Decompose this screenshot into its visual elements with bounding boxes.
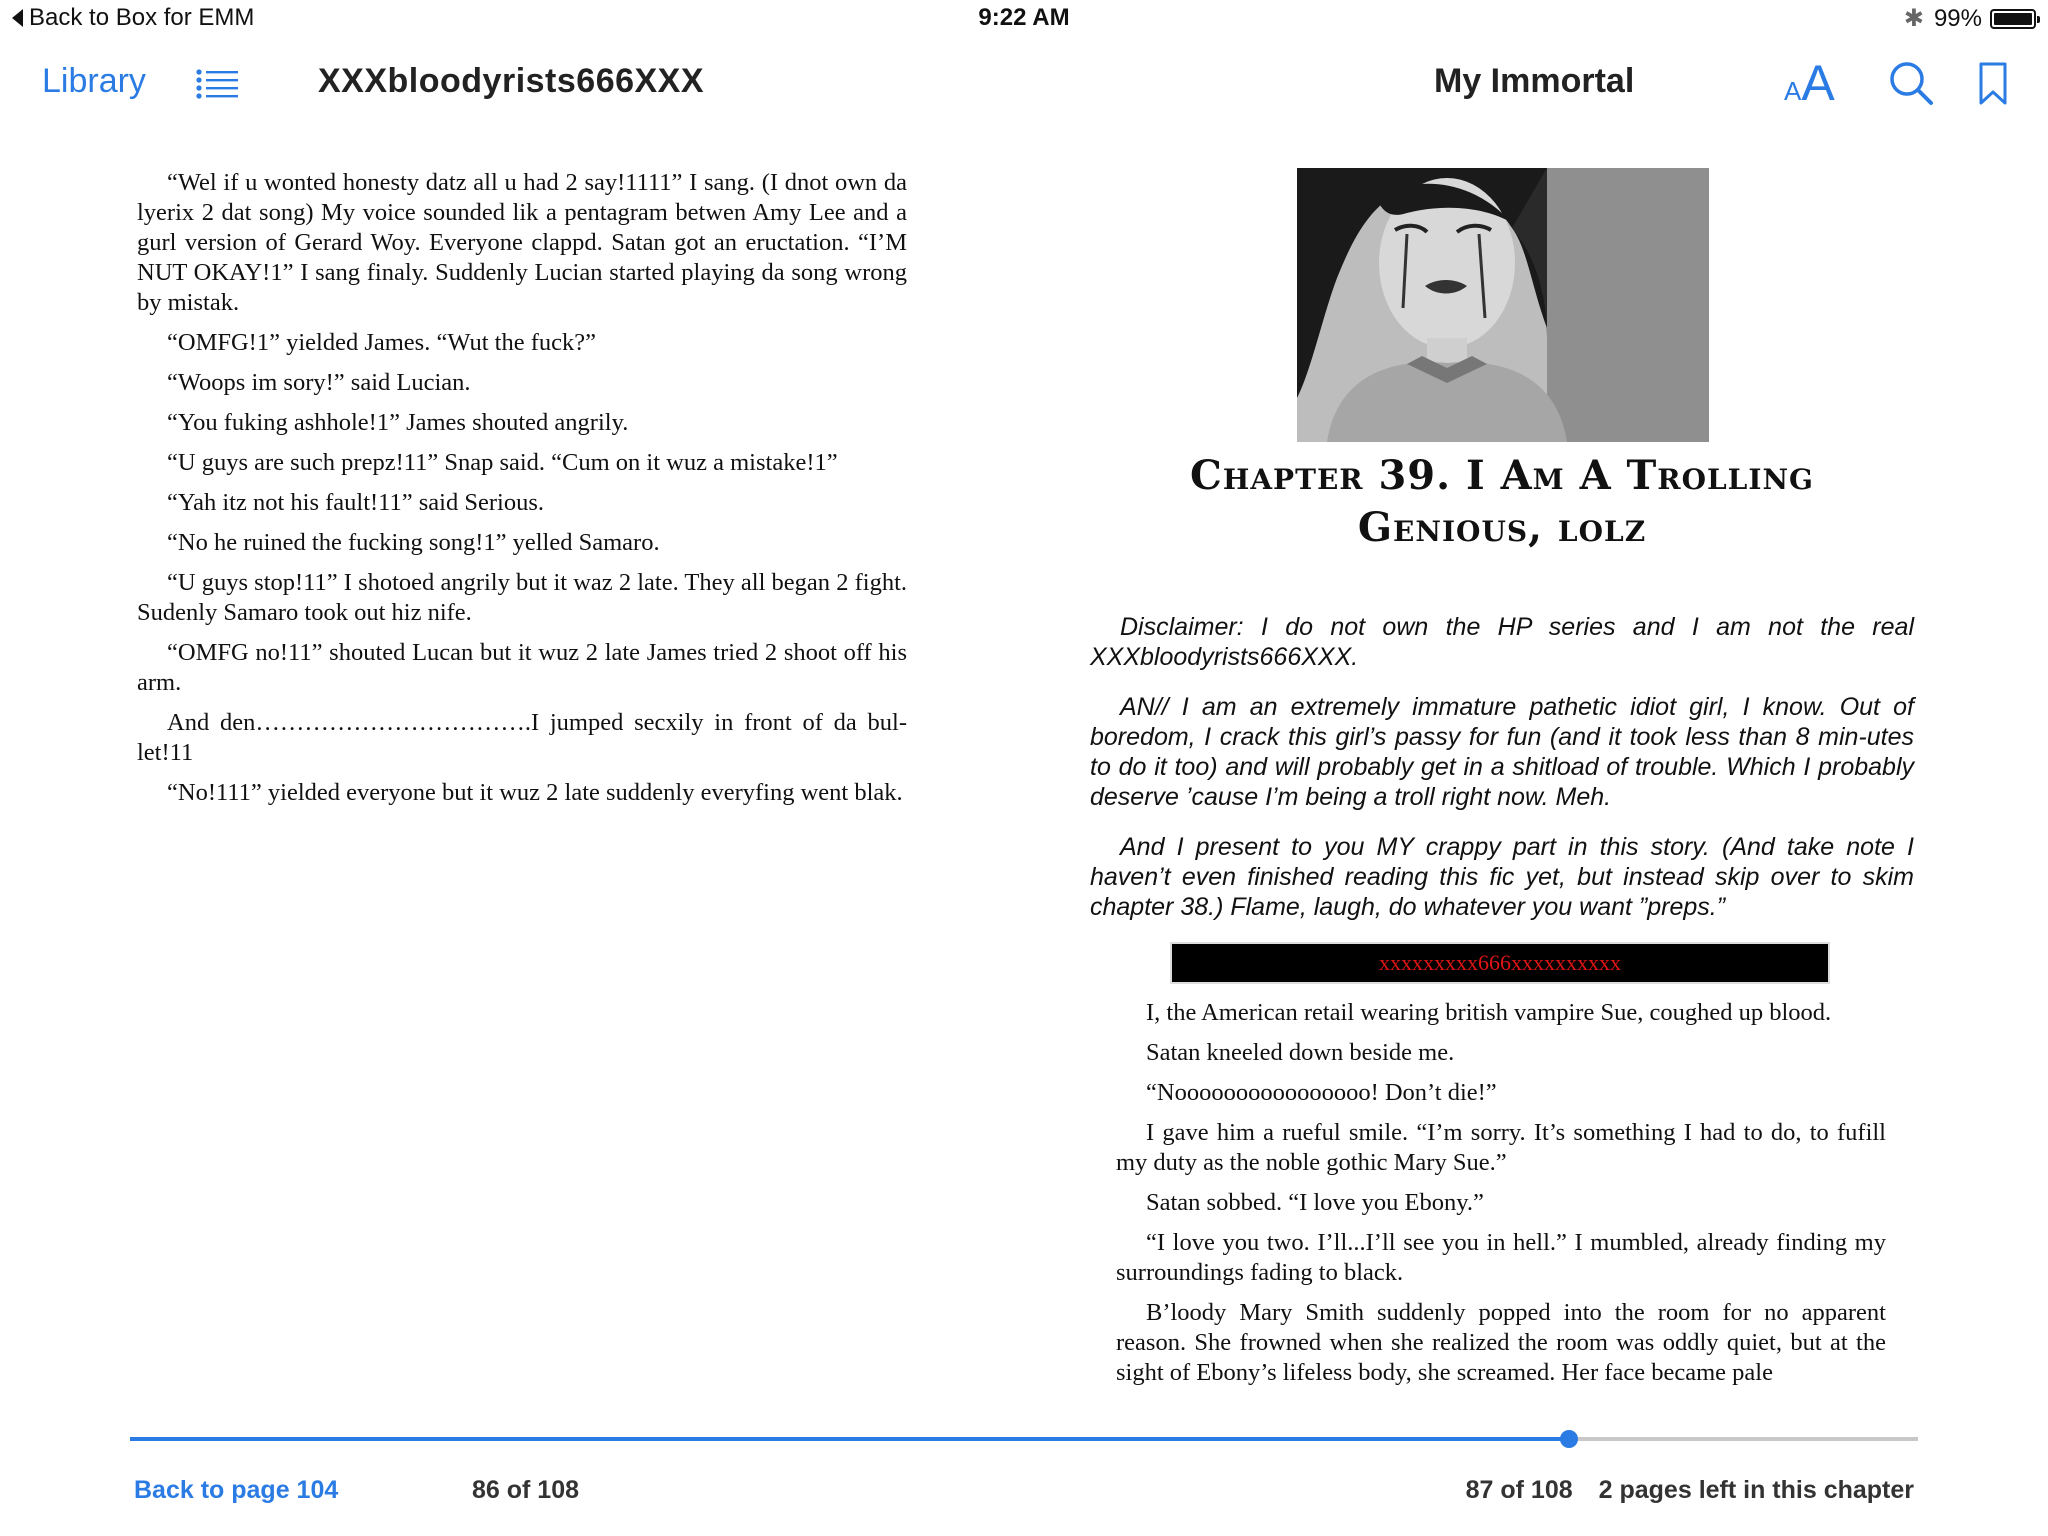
story-paragraph: “Noooooooooooooooo! Don’t die!” <box>1146 1079 1497 1106</box>
story-paragraph: “I love you two. I’ll...I’ll see you in hell.” I mumbled, already finding my surroundings fading to black. <box>1116 1229 1886 1286</box>
font-settings-button[interactable] <box>1784 54 1835 112</box>
story-paragraph: B’loody Mary Smith suddenly popped into the room for no apparent reason. She frowned when she realized the room was oddly quiet, but at the sight of Ebony’s lifeless body, she screamed. Her face became pale <box>1116 1299 1886 1386</box>
section-divider: xxxxxxxxx666xxxxxxxxxx <box>1170 942 1830 984</box>
story-paragraph: Satan kneeled down beside me. <box>1146 1039 1455 1066</box>
author-note-paragraph: AN// I am an extremely immature pathetic idiot girl, I know. Out of boredom, I crack this girl’s passy for fun (and it took less than 8 min-utes to do it too) and will probably get in a shitload of trouble. Which I probably deserve ’cause I’m being a troll right now. Meh. <box>1090 693 1914 811</box>
library-button[interactable]: Library <box>42 62 146 100</box>
table-of-contents-icon[interactable] <box>196 68 238 100</box>
reading-progress-fill <box>130 1437 1569 1441</box>
chapter-title-line1: Chapter 39. I Am A Trolling <box>1190 452 1814 499</box>
right-page <box>1090 168 1914 1398</box>
left-paragraph: “U guys are such prepz!11” Snap said. “Cum on it wuz a mistake!1” <box>167 449 838 476</box>
author-note-paragraph: And I present to you MY crappy part in this story. (And take note I haven’t even finished reading this fic yet, but instead skip over to skim chapter 38.) Flame, laugh, do whatever you want ”preps.” <box>1090 833 1914 921</box>
left-paragraph: And den…………………………….I jumped secxily in front of da bul-let!11 <box>137 709 907 766</box>
chapter-title <box>1090 450 1914 554</box>
left-paragraph: “OMFG no!11” shouted Lucan but it wuz 2 late James tried 2 shoot off his arm. <box>137 639 907 696</box>
left-paragraph: “No he ruined the fucking song!1” yelled Samaro. <box>167 529 660 556</box>
status-time: 9:22 AM <box>978 4 1070 31</box>
left-paragraph: “Wel if u wonted honesty datz all u had 2 say!1111” I sang. (I dnot own da lyerix 2 dat song) My voice sounded lik a pentagram betwen Amy Lee and a gurl version of Gerard Woy. Everyone clappd. Satan got an eructation. “I’M NUT OKAY!1” I sang finaly. Suddenly Lucian started playing da song wrong by mistak. <box>137 169 907 316</box>
left-paragraph: “Woops im sory!” said Lucian. <box>167 369 471 396</box>
left-page <box>137 168 907 818</box>
left-page-number: 86 of 108 <box>472 1476 580 1504</box>
book-author: XXXbloodyrists666XXX <box>318 62 705 100</box>
story-text <box>1116 998 1886 1388</box>
left-paragraph: “Yah itz not his fault!11” said Serious. <box>167 489 544 516</box>
crying-girl-illustration <box>1297 168 1709 442</box>
font-small-icon: A <box>1784 76 1802 106</box>
pages-left-in-chapter: 2 pages left in this chapter <box>1598 1476 1914 1504</box>
bookmark-icon[interactable] <box>1978 62 2008 106</box>
back-to-page-link[interactable]: Back to page 104 <box>134 1476 339 1504</box>
chapter-illustration <box>1297 168 1709 442</box>
reading-progress-knob[interactable] <box>1560 1430 1578 1448</box>
author-notes <box>1090 612 1914 922</box>
search-icon[interactable] <box>1888 60 1934 106</box>
story-paragraph: I gave him a rueful smile. “I’m sorry. It’s something I had to do, to fufill my duty as the noble gothic Mary Sue.” <box>1116 1119 1886 1176</box>
back-to-app-label: Back to Box for EMM <box>29 4 255 31</box>
author-note-paragraph: Disclaimer: I do not own the HP series and I am not the real XXXbloodyrists666XXX. <box>1090 613 1914 671</box>
right-page-info <box>1466 1476 1914 1505</box>
left-paragraph: “U guys stop!11” I shotoed angrily but it waz 2 late. They all began 2 fight. Sudenly Samaro took out hiz nife. <box>137 569 907 626</box>
reading-progress-bar[interactable] <box>130 1437 1918 1441</box>
bluetooth-icon: ✱ <box>1903 5 1924 32</box>
left-paragraph: “OMFG!1” yielded James. “Wut the fuck?” <box>167 329 596 356</box>
status-right <box>1904 4 2036 33</box>
book-title: My Immortal <box>1434 62 1635 100</box>
right-page-number: 87 of 108 <box>1465 1476 1573 1504</box>
battery-percent: 99% <box>1933 4 1982 32</box>
reader-toolbar <box>0 40 2048 130</box>
chapter-title-line2: Genious, lolz <box>1357 504 1647 551</box>
story-paragraph: I, the American retail wearing british vampire Sue, coughed up blood. <box>1146 999 1832 1026</box>
left-paragraph: “You fuking ashhole!1” James shouted angrily. <box>167 409 629 436</box>
status-bar <box>0 0 2048 40</box>
battery-icon <box>1990 9 2036 29</box>
left-paragraph: “No!111” yielded everyone but it wuz 2 late suddenly everyfing went blak. <box>167 779 903 806</box>
story-paragraph: Satan sobbed. “I love you Ebony.” <box>1146 1189 1484 1216</box>
battery-level <box>1994 13 2032 25</box>
font-large-icon: A <box>1801 55 1835 111</box>
